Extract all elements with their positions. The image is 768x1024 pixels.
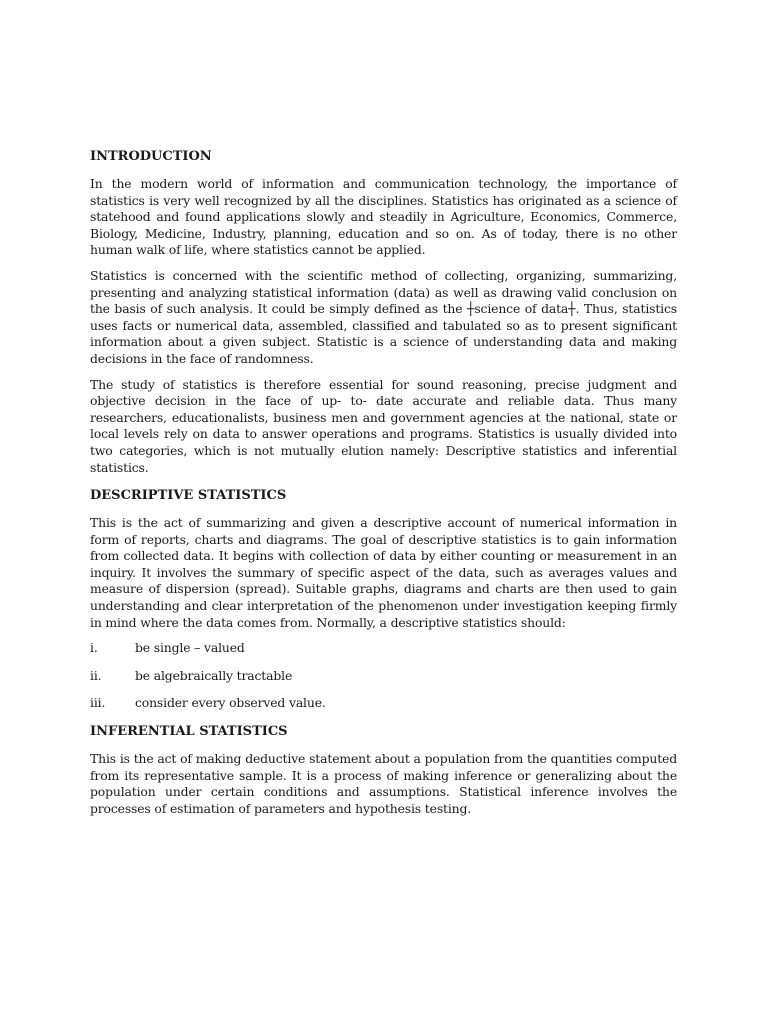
section-descriptive-statistics bbox=[90, 487, 677, 712]
list-item bbox=[90, 640, 677, 657]
list-item-text: consider every observed value. bbox=[135, 695, 326, 711]
intro-paragraph-2: Statistics is concerned with the scientific method of collecting, organizing, summarizing, presenting and analyzing statistical information (data) as well as drawing valid conclusion on the basis of such analysis. It could be simply defined as the ┼science of data┼. Thus, statistics uses facts or numerical data, assembled, classified and tabulated so as to present significant information about a given subject. Statistic is a science of understanding data and making decisions in the face of randomness. bbox=[90, 267, 677, 366]
descriptive-criteria-list bbox=[90, 640, 677, 712]
intro-paragraph-1: In the modern world of information and communication technology, the importance of statistics is very well recognized by all the disciplines. Statistics has originated as a science of statehood and found applications slowly and steadily in Agriculture, Economics, Commerce, Biology, Medicine, Industry, planning, education and so on. As of today, there is no other human walk of life, where statistics cannot be applied. bbox=[90, 176, 677, 258]
heading-introduction: INTRODUCTION bbox=[90, 149, 212, 164]
list-item-number: ii. bbox=[90, 667, 102, 683]
inferential-paragraph-1: This is the act of making deductive statement about a population from the quantities computed from its representative sample. It is a process of making inference or generalizing about the population under certain conditions and assumptions. Statistical inference involves the processes of estimation of parameters and hypothesis testing. bbox=[90, 751, 677, 816]
descriptive-paragraph-1: This is the act of summarizing and given a descriptive account of numerical information in form of reports, charts and diagrams. The goal of descriptive statistics is to gain information from collected data. It begins with collection of data by either counting or measurement in an inquiry. It involves the summary of specific aspect of the data, such as averages values and measure of dispersion (spread). Suitable graphs, diagrams and charts are then used to gain understanding and clear interpretation of the phenomenon under investigation keeping firmly in mind where the data comes from. Normally, a descriptive statistics should: bbox=[90, 515, 677, 630]
list-item bbox=[90, 668, 677, 685]
document-page bbox=[90, 148, 677, 826]
list-item-number: i. bbox=[90, 640, 98, 656]
list-item-number: iii. bbox=[90, 695, 106, 711]
section-introduction bbox=[90, 148, 677, 476]
intro-paragraph-3: The study of statistics is therefore essential for sound reasoning, precise judgment and objective decision in the face of up- to- date accurate and reliable data. Thus many researchers, educationalists, business men and government agencies at the national, state or local levels rely on data to answer operations and programs. Statistics is usually divided into two categories, which is not mutually elution namely: Descriptive statistics and inferential statistics. bbox=[90, 376, 677, 475]
list-item-text: be single – valued bbox=[135, 640, 245, 656]
list-item bbox=[90, 695, 677, 712]
heading-inferential-statistics: INFERENTIAL STATISTICS bbox=[90, 724, 288, 740]
section-inferential-statistics bbox=[90, 723, 677, 817]
list-item-text: be algebraically tractable bbox=[135, 667, 293, 683]
heading-descriptive-statistics: DESCRIPTIVE STATISTICS bbox=[90, 488, 287, 504]
